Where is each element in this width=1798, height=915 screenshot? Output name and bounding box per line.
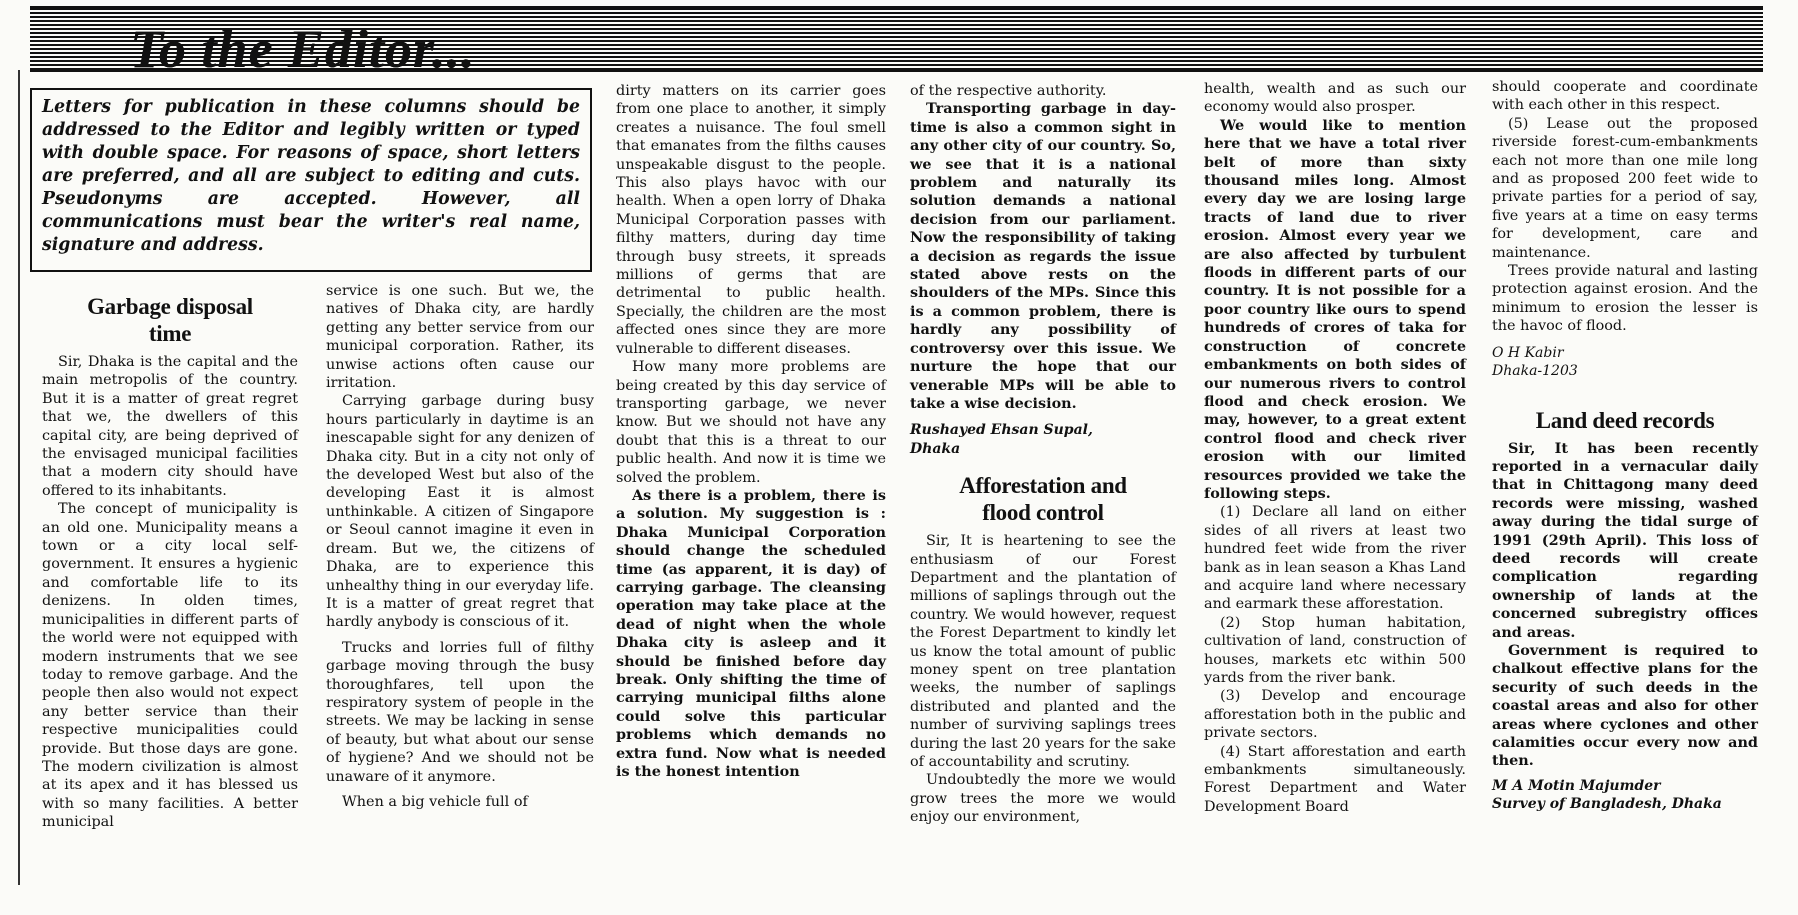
step-4: (4) Start afforestation and earth embankments simultaneously. Forest Department and Water Development Board — [1204, 743, 1466, 815]
letter-heading-afforestation: Afforestation and flood control — [959, 473, 1127, 526]
paragraph: When a big vehicle full of — [342, 793, 528, 810]
column-5 — [1204, 80, 1466, 816]
signature-place: Survey of Bangladesh, Dhaka — [1492, 796, 1722, 813]
step-2: (2) Stop human habitation, cultivation of land, construction of houses, markets etc within 500 yards from the river bank. — [1204, 614, 1466, 686]
column-2 — [326, 282, 594, 811]
step-3: (3) Develop and encourage afforestation both in the public and private sectors. — [1204, 688, 1466, 742]
signature-name: Rushayed Ehsan Supal, — [910, 422, 1093, 439]
paragraph: Trees provide natural and lasting protection against erosion. And the minimum to erosion the lesser is the havoc of flood. — [1492, 263, 1758, 335]
paragraph: Sir, It has been recently reported in a vernacular daily that in Chittagong many deed records were missing, washed away during the tidal surge of 1991 (29th April). This loss of deed records will create complication regarding ownership of lands at the concerned subregistry offices and areas. — [1492, 439, 1758, 641]
editorial-notice: Letters for publication in these columns should be addressed to the Editor and legibly written or typed with double space. For reasons of space, short letters are preferred, and all are subject to editing and cuts. Pseudonyms are accepted. However, all communications must bear the writer's real name, signature and address. — [30, 88, 592, 272]
paragraph: As there is a problem, there is a solution. My suggestion is : Dhaka Municipal Corporation should change the scheduled time (as apparent, it is day) of carrying garbage. The cleansing operation may take place at the dead of night when the whole Dhaka city is asleep and it should be finished before day break. Only shifting the time of carrying municipal filths alone could solve this particular problems which demands no extra fund. Now what is needed is the honest intention — [616, 486, 886, 781]
column-4 — [910, 82, 1176, 827]
paragraph: We would like to mention here that we have a total river belt of more than sixty thousand miles long. Almost every day we are losing large tracts of land due to river erosion. Almost every year we are also affected by turbulent floods in different parts of our country. It is not possible for a poor country like ours to spend hundreds of crores of taka for construction of concrete embankments on both sides of our numerous rivers to control flood and check erosion. We may, however, to a great extent control flood and check river erosion with our limited resources provided we take the following steps. — [1204, 116, 1466, 502]
signature-place: Dhaka-1203 — [1492, 363, 1578, 380]
signature-name: M A Motin Majumder — [1492, 777, 1661, 794]
paragraph: health, wealth and as such our economy would also prosper. — [1204, 81, 1466, 116]
paragraph: Transporting garbage in day-time is also a common sight in any other city of our country. So, we see that it is a national problem and naturally its solution demands a national decision from our parliament. Now the responsibility of taking a decision as regards the issue stated above rests on the shoulders of the MPs. Since this is a common problem, there is hardly any possibility of controversy over this issue. We nurture the hope that our venerable MPs will be able to take a wise decision. — [910, 100, 1176, 412]
left-rule — [18, 70, 20, 885]
step-1: (1) Declare all land on either sides of all rivers at least two hundred feet wide from the river bank as in lean season a Khas Land and acquire land where necessary and earmark these afforestation. — [1204, 504, 1466, 613]
column-3 — [616, 82, 886, 781]
signature-place: Dhaka — [910, 440, 961, 457]
paragraph: How many more problems are being created by this day service of transporting garbage, we never know. But we should not have any doubt that this is a threat to our public health. And now it is time we solved the problem. — [616, 359, 886, 486]
paragraph: Carrying garbage during busy hours particularly in daytime is an inescapable sight for any denizen of Dhaka city. But in a city not only of the developed West but also of the developing East it is almost unthinkable. A citizen of Singapore or Seoul cannot imagine it even in dream. But we, the citizens of Dhaka, are to experience this unhealthy thing in our everyday life. It is a matter of great regret that hardly anybody is conscious of it. — [326, 393, 594, 631]
signature-name: O H Kabir — [1492, 344, 1564, 361]
paragraph: Trucks and lorries full of filthy garbage moving through the busy thoroughfares, tell upon the respiratory system of people in the streets. We may be lacking in sense of beauty, but what about our sense of hygiene? And we should not be unaware of it anymore. — [326, 639, 594, 785]
column-1 — [42, 293, 298, 832]
paragraph: should cooperate and coordinate with each other in this respect. — [1492, 79, 1758, 114]
paragraph: service is one such. But we, the natives of Dhaka city, are hardly getting any better service from our municipal corporation. Rather, its unwise actions often cause our irritation. — [326, 283, 594, 392]
paragraph: The concept of municipality is an old one. Municipality means a town or a city local self-government. It ensures a hygienic and comfortable life to its denizens. In olden times, municipalities in different parts of the world were not equipped with modern instruments that we see today to remove garbage. And the people then also would not expect any better service than their respective municipalities could provide. But those days are gone. The modern civilization is almost at its apex and it has blessed us with so many facilities. A better municipal — [42, 501, 298, 831]
column-6 — [1492, 78, 1758, 814]
paragraph: Government is required to chalkout effective plans for the security of such deeds in the coastal areas and also for other areas where cyclones and other calamities occur every now and then. — [1492, 641, 1758, 770]
header-banner — [30, 6, 1763, 79]
letter-heading-garbage: Garbage disposal time — [87, 294, 253, 346]
letter-heading-land-deed: Land deed records — [1535, 407, 1715, 433]
page-title: To the Editor... — [130, 19, 476, 79]
paragraph: of the respective authority. — [910, 83, 1107, 99]
paragraph: Sir, It is heartening to see the enthusiasm of our Forest Department and the plantation of millions of saplings through out the country. We would however, request the Forest Department to kindly let us know the total amount of public money spent on tree plantation weeks, the number of saplings distributed and planted and the number of surviving saplings trees during the last 20 years for the sake of accountability and scrutiny. — [910, 533, 1176, 770]
paragraph: dirty matters on its carrier goes from one place to another, it simply creates a nuisance. The foul smell that emanates from the filths causes unspeakable disgust to the people. This also plays havoc with our health. When a open lorry of Dhaka Municipal Corporation passes with filthy matters, during day time through busy streets, it spreads millions of germs that are detrimental to public health. Specially, the children are the most affected ones since they are more vulnerable to different diseases. — [616, 83, 886, 357]
step-5: (5) Lease out the proposed riverside forest-cum-embankments each not more than one mile long and as proposed 200 feet wide to private parties for a period of say, five years at a time on easy terms for development, care and maintenance. — [1492, 115, 1758, 261]
paragraph: Undoubtedly the more we would grow trees the more we would enjoy our environment, — [910, 772, 1176, 826]
paragraph: Sir, Dhaka is the capital and the main metropolis of the country. But it is a matter of great regret that we, the dwellers of this capital city, are being deprived of the envisaged municipal facilities that a modern city should have offered to its inhabitants. — [42, 354, 298, 499]
